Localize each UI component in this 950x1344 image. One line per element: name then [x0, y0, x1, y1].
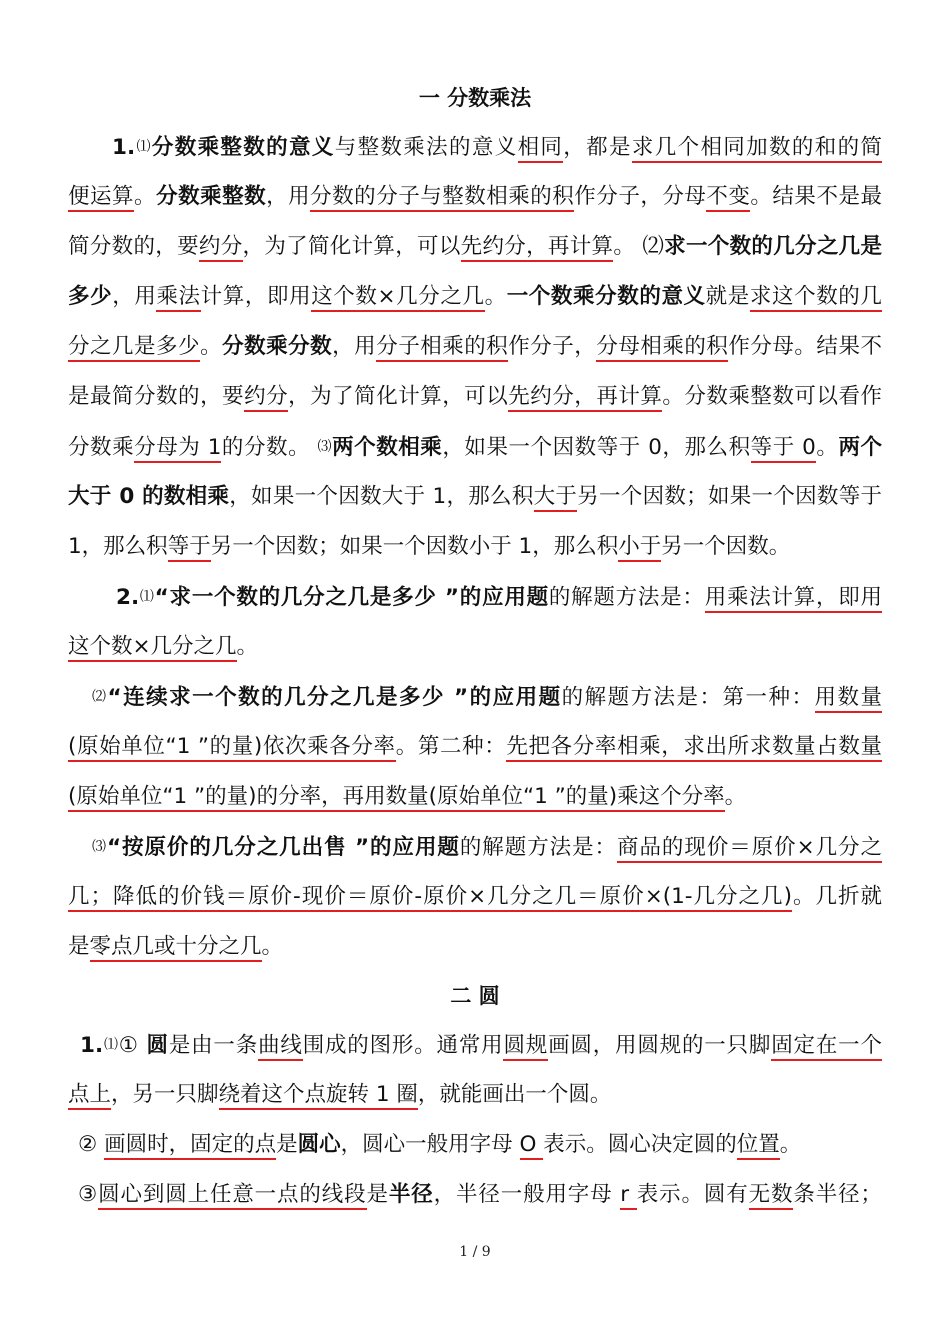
text-run: 作分子，分母 — [574, 184, 707, 209]
text-line — [68, 422, 882, 472]
bold-term: 分数乘整数 — [156, 184, 267, 209]
text-run: 是最简分数的，要 — [68, 384, 245, 409]
text-run: 是 — [276, 1132, 298, 1157]
text-line — [68, 522, 882, 572]
bold-term: 两个 — [838, 435, 882, 460]
text-run: 。结果不是最 — [750, 184, 882, 209]
text-run: 另一个因数；如果一个因数小于 1，那么积 — [210, 534, 619, 559]
bold-term: 分数乘分数 — [222, 334, 333, 359]
text-run: ② — [78, 1132, 105, 1157]
text-run: 。 — [815, 435, 839, 460]
text-run: 是由一条 — [168, 1033, 259, 1058]
text-line — [68, 322, 882, 372]
text-run: 。 — [779, 1132, 802, 1157]
paragraph-circle-1 — [68, 1020, 882, 1220]
text-run: ，如果一个因数大于 1，那么积 — [229, 484, 534, 509]
underlined-term: 约分 — [244, 384, 288, 412]
underlined-term: 几；降低的价钱＝原价-现价＝原价-原价×几分之几＝原价×(1-几分之几) — [68, 884, 792, 912]
text-line — [68, 1020, 882, 1070]
item-number: 2. — [116, 585, 140, 610]
text-run: 表示。圆心决定圆的 — [543, 1132, 737, 1157]
text-run: 另一个因数。 — [661, 534, 791, 559]
text-run: 与整数乘法的意义 — [334, 135, 518, 160]
bold-term: 半径 — [388, 1182, 434, 1207]
underlined-term: 不变 — [706, 184, 750, 212]
text-run: 。 — [724, 784, 747, 809]
text-run: ，为了简化计算，可以 — [288, 384, 509, 409]
text-run: 的解题方法是： — [548, 585, 705, 610]
text-line — [68, 172, 882, 222]
underlined-term: 用乘法计算，即用 — [705, 585, 882, 613]
section-title-fraction-multiplication: 一 分数乘法 — [418, 86, 532, 110]
underlined-term: 商品的现价＝原价×几分之 — [617, 835, 882, 863]
text-run: ① — [118, 1033, 147, 1058]
text-run: 就是 — [705, 284, 750, 309]
text-run: ，如果一个因数等于 0，那么积 — [442, 435, 751, 460]
text-line — [68, 672, 882, 722]
text-run: 。 — [236, 634, 259, 659]
bold-term: 大于 0 的数相乘 — [68, 484, 230, 509]
underlined-term: 分子相乘的积 — [376, 334, 508, 362]
text-run: 是 — [68, 934, 90, 959]
text-run: ，为了简化计算，可以 — [242, 234, 461, 259]
text-run: 。第二种： — [395, 734, 507, 759]
sub-number: ⑴ — [135, 139, 152, 155]
underlined-term: 用数量 — [815, 685, 883, 713]
text-line — [68, 272, 882, 322]
underlined-term: 求这个数的几 — [750, 284, 882, 312]
text-line — [68, 472, 882, 522]
underlined-term: 无数 — [749, 1182, 794, 1210]
underlined-term: 点上 — [68, 1082, 111, 1110]
paragraph-1 — [68, 122, 882, 572]
text-run: 分数乘 — [68, 435, 135, 460]
text-run: ，用 — [332, 334, 377, 359]
text-line — [68, 372, 882, 422]
text-line — [68, 722, 882, 772]
underlined-term: 绕着这个点旋转 1 圈 — [219, 1082, 418, 1110]
item-number: 1. — [80, 1033, 104, 1058]
bold-term: 多少 — [68, 284, 113, 309]
text-line — [68, 572, 882, 622]
underlined-term: 这个数×几分之几 — [68, 634, 237, 662]
underlined-term: 求几个相同加数的和的简 — [632, 135, 882, 163]
underlined-term: 相同 — [518, 135, 564, 163]
underlined-term: 约分 — [199, 234, 243, 262]
text-line — [68, 122, 882, 172]
underlined-term: 大于 — [534, 484, 578, 512]
underlined-term: 先把各分率相乘，求出所求数量占数量 — [506, 734, 882, 762]
text-run: ，用 — [112, 284, 157, 309]
text-run: 。 — [200, 334, 223, 359]
underlined-term: 固定在一个 — [771, 1033, 882, 1061]
text-run: ③ — [78, 1182, 99, 1207]
text-run: 的分数。 — [221, 435, 318, 460]
section-title-circle: 二 圆 — [450, 984, 500, 1008]
underlined-term: 圆规 — [503, 1033, 548, 1061]
underlined-term: (原始单位“1 ”的量)的分率，再用数量(原始单位“1 ”的量)乘这个分率 — [68, 784, 725, 812]
bold-term: 圆心 — [297, 1132, 341, 1157]
underlined-term: 曲线 — [258, 1033, 303, 1061]
underlined-term: 分之几是多少 — [68, 334, 200, 362]
text-run: 围成的图形。通常用 — [302, 1033, 504, 1058]
underlined-term: r — [620, 1182, 637, 1210]
text-line — [68, 622, 882, 672]
bold-term: 两个数相乘 — [332, 435, 443, 460]
sub-number: ⑵ — [92, 689, 108, 705]
text-run: 。分数乘整数可以看作 — [662, 384, 882, 409]
sub-number: ⑶ — [92, 839, 107, 855]
text-run: 1，那么积 — [68, 534, 168, 559]
underlined-term: 分母相乘的积 — [596, 334, 728, 362]
text-run: 。 — [484, 284, 507, 309]
item-number: 1. — [112, 135, 136, 160]
text-run: 是 — [366, 1182, 389, 1207]
bold-term: “按原价的几分之几出售 ”的应用题 — [106, 835, 460, 860]
sub-number: ⑶ — [317, 439, 333, 455]
text-line — [68, 772, 882, 822]
text-run: ，就能画出一个圆。 — [417, 1082, 612, 1107]
underlined-term: 先约分，再计算 — [508, 384, 662, 412]
underlined-term: 等于 — [168, 534, 211, 562]
paragraph-2-3 — [68, 822, 882, 972]
text-run: 。 — [134, 184, 157, 209]
text-run: 的解题方法是： — [459, 835, 618, 860]
text-line — [68, 822, 882, 872]
underlined-term: 等于 0 — [751, 435, 816, 463]
text-run: 表示。圆有 — [636, 1182, 749, 1207]
bold-term: 分数乘整数的意义 — [151, 135, 335, 160]
bold-term: 一个数乘分数的意义 — [506, 284, 706, 309]
page-number: 1 / 9 — [459, 1244, 491, 1260]
text-line — [68, 1070, 882, 1120]
text-run: 简分数的，要 — [68, 234, 199, 259]
underlined-term: 画圆时，固定的点 — [104, 1132, 276, 1160]
underlined-term: O — [520, 1132, 544, 1160]
underlined-term: 这个数×几分之几 — [311, 284, 484, 312]
text-line — [68, 222, 882, 272]
text-run: 作分子， — [508, 334, 597, 359]
text-line — [68, 1170, 882, 1220]
text-run: 。几折就 — [791, 884, 882, 909]
underlined-term: 位置 — [737, 1132, 780, 1160]
text-line — [68, 1120, 882, 1170]
bold-term: 求一个数的几分之几是 — [664, 234, 882, 259]
underlined-term: 乘法 — [156, 284, 200, 312]
bold-term: “求一个数的几分之几是多少 ”的应用题 — [154, 585, 549, 610]
underlined-term: (原始单位“1 ”的量)依次乘各分率 — [68, 734, 396, 762]
text-run: 画圆，用圆规的一只脚 — [548, 1033, 772, 1058]
text-run: 。 — [261, 934, 284, 959]
text-run: ，半径一般用字母 — [433, 1182, 621, 1207]
text-run: ，都是 — [563, 135, 632, 160]
underlined-term: 分数的分子与整数相乘的积 — [310, 184, 574, 212]
sub-number: ⑴ — [103, 1037, 119, 1053]
text-run: 。 ⑵ — [613, 234, 665, 259]
bold-term: “连续求一个数的几分之几是多少 ”的应用题 — [107, 685, 562, 710]
underlined-term: 圆心到圆上任意一点的线段 — [98, 1182, 366, 1210]
underlined-term: 先约分，再计算 — [461, 234, 614, 262]
underlined-term: 分母为 1 — [134, 435, 221, 463]
sub-number: ⑴ — [139, 589, 155, 605]
underlined-term: 零点几或十分之几 — [90, 934, 262, 962]
text-run: ，圆心一般用字母 — [340, 1132, 520, 1157]
text-run: ，另一只脚 — [111, 1082, 219, 1107]
text-run: 的解题方法是：第一种： — [561, 685, 815, 710]
text-run: 另一个因数；如果一个因数等于 — [577, 484, 882, 509]
paragraph-2-2 — [68, 672, 882, 822]
text-line — [68, 922, 882, 972]
text-run: 计算，即用 — [200, 284, 312, 309]
text-run: 条半径； — [793, 1182, 882, 1207]
bold-term: 圆 — [146, 1033, 169, 1058]
text-run: 作分母。结果不 — [728, 334, 882, 359]
underlined-term: 小于 — [618, 534, 661, 562]
text-line — [68, 872, 882, 922]
paragraph-2-1 — [68, 572, 882, 672]
text-run: ，用 — [266, 184, 311, 209]
underlined-term: 便运算 — [68, 184, 134, 212]
